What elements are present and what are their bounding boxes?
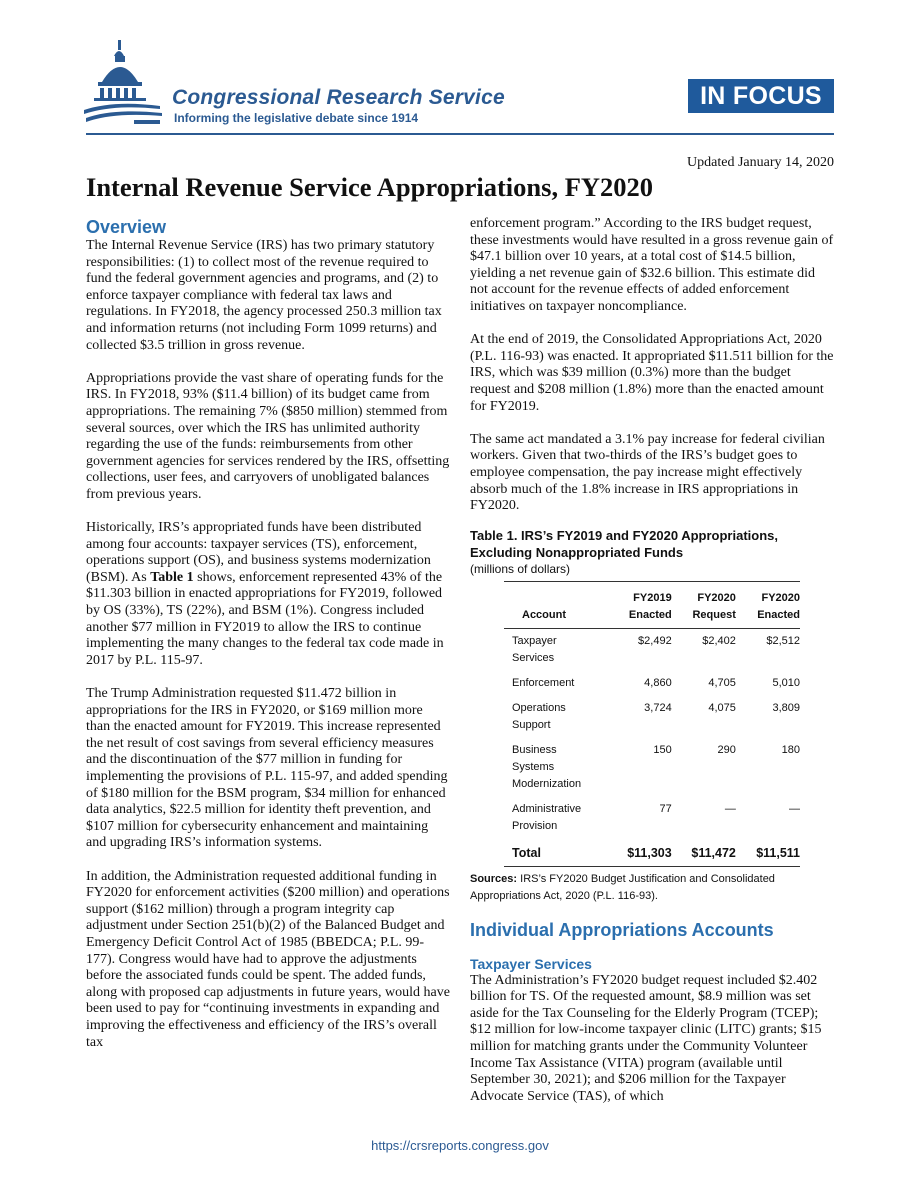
updated-date: Updated January 14, 2020 [687, 155, 834, 170]
table-caption-line: Table 1. IRS’s FY2019 and FY2020 Appropriations, [470, 527, 779, 543]
total-label: Total [504, 839, 608, 867]
paragraph: enforcement program.” According to the IRS budget request, these investments would have resulted in a gross revenue gain of $47.1 billion over 10 years, at a total cost of $14.5 billion, yielding a net revenue gain of $32.6 billion. This estimate did not account for the revenue effects of added enforcement initiatives on taxpayer noncompliance. [470, 216, 834, 314]
fy2020-enacted-value: 3,809 [772, 701, 800, 714]
capitol-dome-logo [84, 40, 166, 132]
fy2019-enacted-value: $2,492 [638, 634, 672, 647]
org-name: Congressional Research Service [172, 86, 505, 109]
text-span: Historically, IRS’s appropriated funds have been distributed among four accounts: taxpayer services (TS), enforcement, operations support (OS), and business systems modernization (BSM). As [86, 520, 431, 585]
in-focus-badge: IN FOCUS [688, 79, 834, 113]
footer-url-link[interactable]: https://crsreports.congress.gov [371, 1138, 549, 1153]
account-name: Administrative Provision [512, 802, 582, 832]
column-header-fy2020-request: FY2020 Request [672, 582, 736, 629]
fy2019-enacted-value: 150 [653, 743, 672, 756]
fy2019-enacted-value: 4,860 [644, 676, 672, 689]
paragraph: At the end of 2019, the Consolidated Appropriations Act, 2020 (P.L. 116-93) was enacted. It appropriated $11.511 billion for the IRS, which was $39 million (0.3%) more than the budget request and $208 million (1.8%) more than the enacted amount for FY2019. [470, 332, 834, 414]
header-rule [86, 133, 834, 135]
overview-heading: Overview [86, 217, 167, 237]
column-header-fy2020-enacted: FY2020 Enacted [736, 582, 800, 629]
paragraph: The Administration’s FY2020 budget request included $2.402 billion for TS. Of the requested amount, $8.9 million was set aside for the Tax Counseling for the Elderly Program (TCEP); $12 million for low-income taxpayer clinic (LITC) grants; $15 million for matching grants under the Community Volunteer Income Tax Assistance (VITA) program (available until September 30, 2021); and $206 million for the Taxpayer Advocate Service (TAS), of which [470, 972, 822, 1104]
fy2020-enacted-value: 180 [781, 743, 800, 756]
table-units: (millions of dollars) [470, 561, 571, 576]
table-caption-line: Excluding Nonappropriated Funds [470, 544, 684, 560]
sources-label: Sources: [470, 872, 518, 885]
fy2019-enacted-value: 77 [659, 802, 672, 815]
account-name: Taxpayer Services [512, 634, 557, 664]
paragraph: The same act mandated a 3.1% pay increase for federal civilian workers. Given that two-thirds of the IRS’s budget goes to employee compensation, the pay increase might effectively absorb much of the 1.8% increase in IRS appropriations in FY2020. [470, 431, 825, 514]
right-column [470, 216, 834, 1122]
paragraph: The Trump Administration requested $11.472 billion in appropriations for the IRS in FY2020, or $169 million more than the enacted amount for FY2019. This increase represented the net result of cost savings from several efficiency measures and the discontinuation of the $77 million in funding for implementing the provisions of P.L. 115-97, and added spending of $180 million for the BSM program, $34 million for enhanced data analytics, $22.5 million for identity theft prevention, and $107 million for cybersecurity enhancement and maintaining and upgrading IRS’s information systems. [86, 686, 448, 851]
section-heading: Individual Appropriations Accounts [470, 919, 774, 940]
fy2020-request-total: $11,472 [672, 839, 736, 867]
table-row [504, 797, 800, 839]
table-row [504, 628, 800, 671]
account-name: Enforcement [512, 676, 575, 689]
table-total-row [504, 839, 800, 867]
table-row [504, 696, 800, 738]
account-name: Operations Support [512, 701, 566, 731]
table-header-row [504, 582, 800, 629]
fy2020-request-value: — [724, 802, 736, 815]
page-header [0, 0, 920, 140]
appropriations-table [504, 581, 800, 867]
fy2020-enacted-value: $2,512 [766, 634, 800, 647]
sources-text: IRS’s FY2020 Budget Justification and Consolidated Appropriations Act, 2020 (P.L. 116-93). [470, 872, 775, 902]
fy2019-enacted-total: $11,303 [608, 839, 672, 867]
page-title: Internal Revenue Service Appropriations, FY2020 [86, 172, 654, 202]
table-caption [470, 527, 834, 561]
paragraph: The Internal Revenue Service (IRS) has two primary statutory responsibilities: (1) to collect most of the revenue required to fund the federal government agencies and programs, and (2) to enforce taxpayer compliance with federal tax laws and regulations. In FY2018, the agency processed 250.3 million tax and information returns (not including Form 1099 returns) and collected $3.5 trillion in gross revenue. [86, 238, 442, 353]
fy2020-enacted-value: — [789, 802, 800, 815]
table-row [504, 738, 800, 797]
paragraph: In addition, the Administration requested additional funding in FY2020 for enforcement activities ($200 million) and operations support ($162 million) through a program integrity cap adjustment under Section 251(b)(2) of the Balanced Budget and Emergency Deficit Control Act of 1985 (BBEDCA; P.L. 99-177). Congress would have had to approve the adjustments before the associated funds could be spent. The added funds, along with proposed cap adjustments in future years, would have been used to pay for “continuing investments in expanding and improving the effectiveness and efficiency of the IRS’s overall tax [86, 868, 450, 1050]
fy2020-request-value: 4,705 [708, 676, 736, 689]
fy2020-enacted-total: $11,511 [736, 839, 800, 867]
text-span: shows, enforcement represented 43% of the $11.303 billion in enacted appropriations for FY2019, followed by OS (33%), TS (22%), and BSM (1%). Congress included another $77 million in FY2019 to allow the IRS to continue implementing the many changes to the federal tax code made in 2017 by P.L. 115-97. [86, 569, 444, 668]
subsection-heading: Taxpayer Services [470, 955, 592, 972]
table-sources [470, 871, 834, 905]
fy2020-enacted-value: 5,010 [772, 676, 800, 689]
fy2020-request-value: $2,402 [702, 634, 736, 647]
paragraph [86, 520, 450, 669]
column-header-account: Account [504, 582, 608, 629]
left-column [86, 216, 450, 1068]
fy2020-request-value: 290 [717, 743, 736, 756]
paragraph: Appropriations provide the vast share of operating funds for the IRS. In FY2018, 93% ($11.4 billion) of its budget came from appropriations. The remaining 7% ($850 million) stemmed from several sources, over which the IRS has unlimited authority regarding the use of the funds: reimbursements from other government agencies for services rendered by the IRS, offsetting collections, user fees, and carryovers of unobligated balances from previous years. [86, 370, 450, 502]
account-name: Business Systems Modernization [512, 743, 582, 790]
fy2019-enacted-value: 3,724 [644, 701, 672, 714]
fy2020-request-value: 4,075 [708, 701, 736, 714]
org-tagline: Informing the legislative debate since 1914 [174, 111, 419, 125]
table-row [504, 671, 800, 696]
column-header-fy2019-enacted: FY2019 Enacted [608, 582, 672, 629]
table-reference: Table 1 [150, 569, 194, 585]
